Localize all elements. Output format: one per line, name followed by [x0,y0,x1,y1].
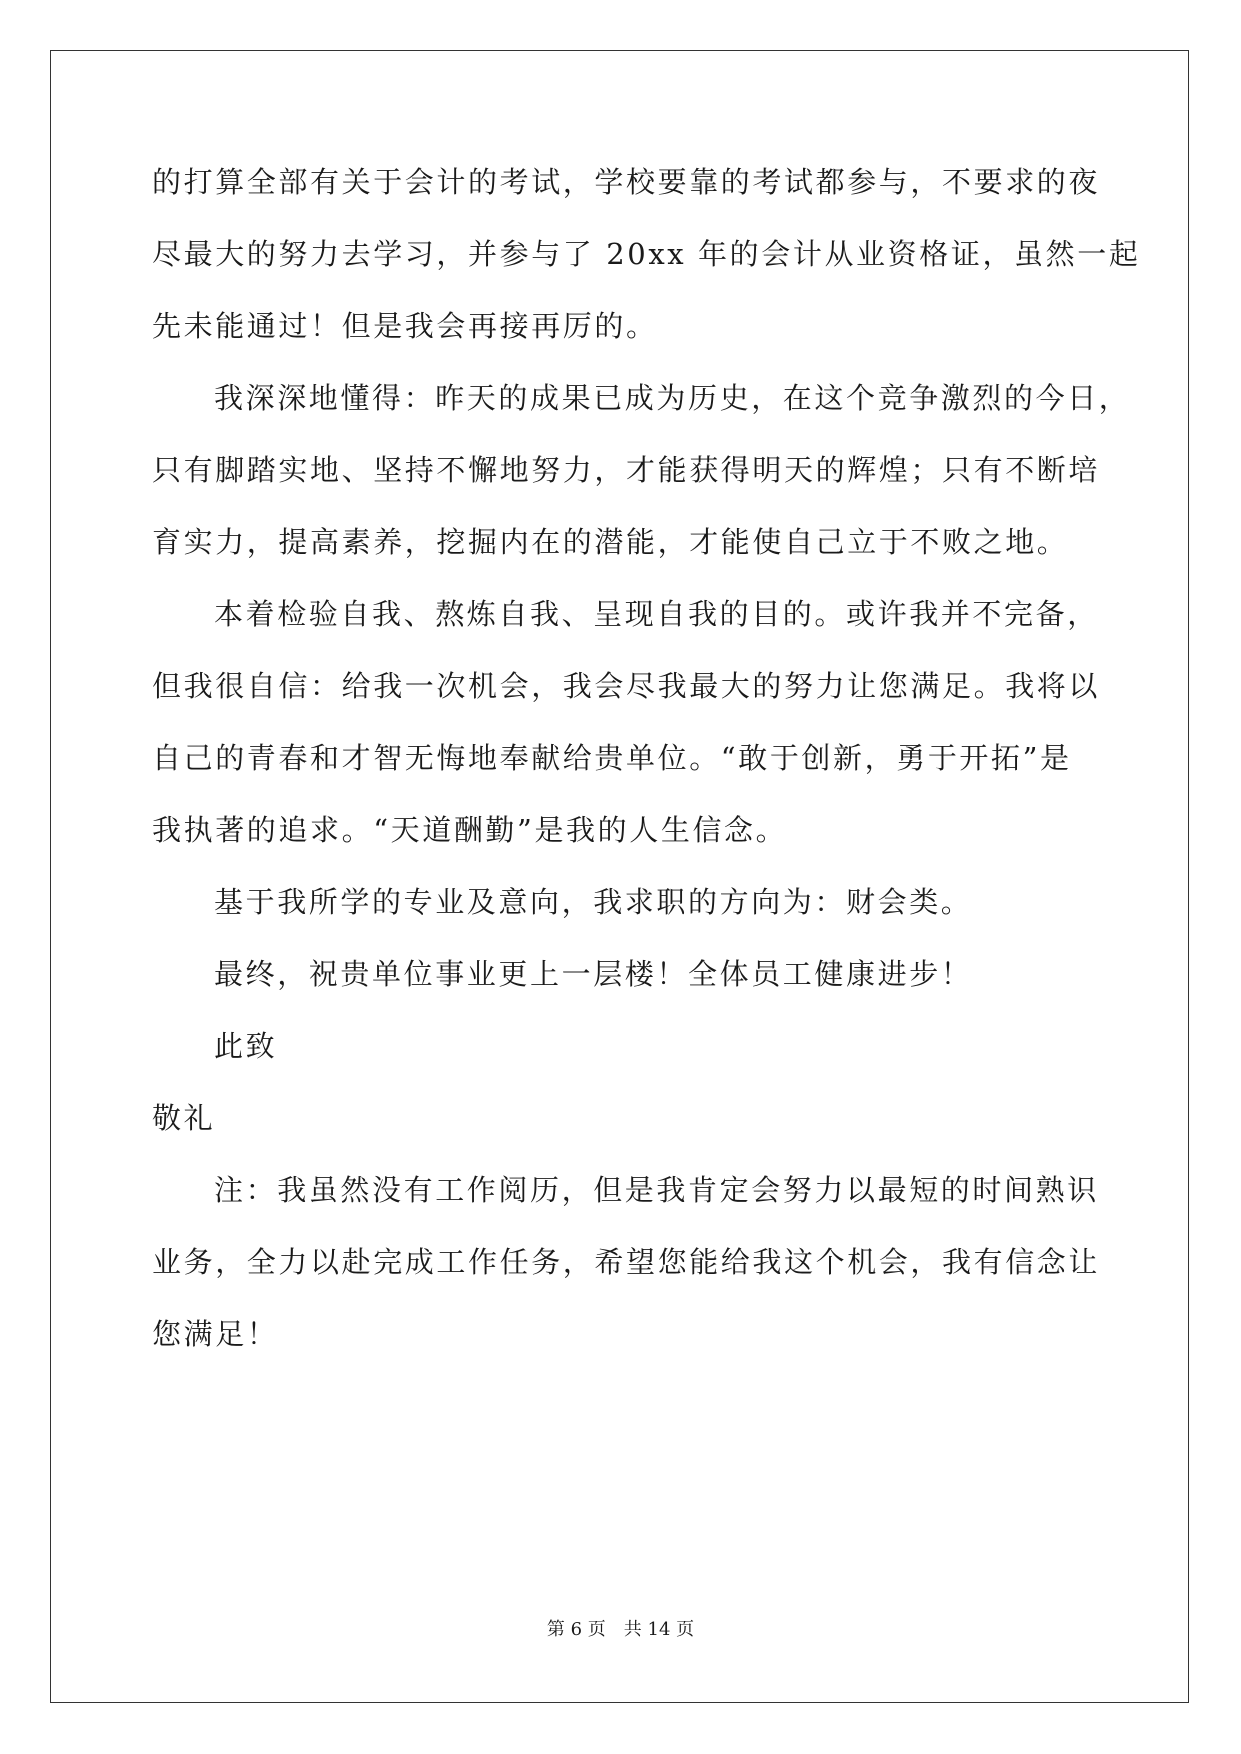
text-line: 本着检验自我、熬炼自我、呈现自我的目的。或许我并不完备， [214,597,1099,631]
text-line: 我深深地懂得：昨天的成果已成为历史，在这个竞争激烈的今日， [214,381,1131,415]
page-number: 第 6 页 [546,1619,606,1640]
text-line: 先未能通过！但是我会再接再厉的。 [152,309,658,343]
text-line: 尽最大的努力去学习，并参与了 20xx 年的会计从业资格证，虽然一起 [152,237,1141,271]
note-line: 注：我虽然没有工作阅历，但是我肯定会努力以最短的时间熟识 [214,1173,1099,1207]
text-line: 基于我所学的专业及意向，我求职的方向为：财会类。 [214,885,973,919]
page-total: 共 14 页 [623,1619,695,1640]
text-line: 最终，祝贵单位事业更上一层楼！全体员工健康进步！ [214,957,973,991]
note-line: 您满足！ [152,1317,279,1351]
text-line: 的打算全部有关于会计的考试，学校要靠的考试都参与，不要求的夜 [152,165,1101,199]
page-border [50,50,1189,1703]
text-line: 只有脚踏实地、坚持不懈地努力，才能获得明天的辉煌；只有不断培 [152,453,1101,487]
salutation-line: 此致 [214,1029,278,1063]
page-footer [0,1615,1241,1641]
salutation-line: 敬礼 [152,1101,216,1135]
note-line: 业务，全力以赴完成工作任务，希望您能给我这个机会，我有信念让 [152,1245,1101,1279]
text-line: 但我很自信：给我一次机会，我会尽我最大的努力让您满足。我将以 [152,669,1101,703]
text-line: 我执著的追求。“天道酬勤”是我的人生信念。 [152,813,788,847]
text-line: 育实力，提高素养，挖掘内在的潜能，才能使自己立于不败之地。 [152,525,1069,559]
text-line: 自己的青春和才智无悔地奉献给贵单位。“敢于创新，勇于开拓”是 [152,741,1072,775]
